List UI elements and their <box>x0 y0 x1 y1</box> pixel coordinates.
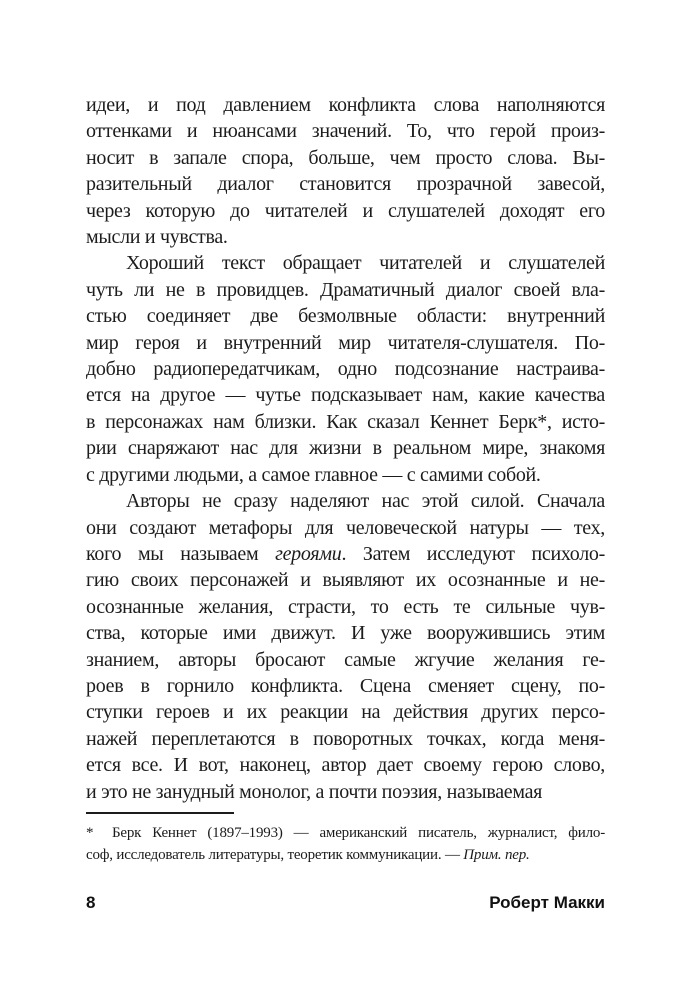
paragraph <box>86 250 605 488</box>
text-line: мысли и чувства. <box>86 226 228 249</box>
text-line: стью соединяет две безмолвные области: внутренний <box>86 305 605 328</box>
paragraph <box>86 92 605 250</box>
paragraph <box>86 488 605 805</box>
text-line: ства, которые ими движут. И уже вооружившись этим <box>86 622 605 645</box>
body-text <box>86 92 605 805</box>
footnote-text <box>86 822 605 867</box>
text-line: носит в запале спора, больше, чем просто слова. Вы- <box>86 146 605 169</box>
text-line: идеи, и под давлением конфликта слова наполняются <box>86 94 605 116</box>
text-line: через которую до читателей и слушателей доходят его <box>86 199 605 222</box>
text-line: разительный диалог становится прозрачной завесой, <box>86 173 605 196</box>
text-line: нажей переплетаются в поворотных точках, когда меня- <box>86 727 605 750</box>
text-line: рии снаряжают нас для жизни в реальном мире, знакомя <box>86 437 605 460</box>
footnote-divider <box>86 812 234 814</box>
text-line: гию своих персонажей и выявляют их осознанные и не- <box>86 569 605 592</box>
text-line: осознанные желания, страсти, то есть те сильные чув- <box>86 595 605 618</box>
text-line: Хороший текст обращает читателей и слушателей <box>126 252 605 275</box>
text-line: добно радиопередатчикам, одно подсознание настраива- <box>86 358 605 381</box>
text-line: и это не занудный монолог, а почти поэзия, называемая <box>86 780 543 803</box>
text-line: они создают метафоры для человеческой натуры — тех, <box>86 516 605 539</box>
text-line: роев в горнило конфликта. Сцена сменяет сцену, по- <box>86 674 605 697</box>
running-title: Роберт Макки <box>489 893 605 912</box>
text-line: в персонажах нам близки. Как сказал Кеннет Берк*, исто- <box>86 410 605 433</box>
text-line: чуть ли не в провидцев. Драматичный диалог своей вла- <box>86 278 605 301</box>
text-line: ступки героев и их реакции на действия других персо- <box>86 701 605 724</box>
footnote-line: * Берк Кеннет (1897–1993) — американский писатель, журналист, фило- <box>86 822 605 845</box>
text-line: с другими людьми, а самое главное — с самими собой. <box>86 463 541 486</box>
text-line: оттенками и нюансами значений. То, что герой произ- <box>86 120 605 143</box>
text-line: знанием, авторы бросают самые жгучие желания ге- <box>86 648 605 671</box>
text-line: ется все. И вот, наконец, автор дает своему герою слово, <box>86 754 605 777</box>
page-footer <box>86 893 605 913</box>
text-line: ется на другое — чутье подсказывает нам, какие качества <box>86 384 605 407</box>
text-line: мир героя и внутренний мир читателя-слушателя. По- <box>86 331 605 354</box>
text-line: кого мы называем героями. Затем исследуют психоло- <box>86 542 605 565</box>
text-block <box>86 92 605 867</box>
page-number: 8 <box>86 893 96 912</box>
text-line: Авторы не сразу наделяют нас этой силой. Сначала <box>126 490 605 513</box>
footnote-marker: * <box>86 824 94 841</box>
footnote-line: соф, исследователь литературы, теоретик коммуникации. — Прим. пер. <box>86 847 530 864</box>
